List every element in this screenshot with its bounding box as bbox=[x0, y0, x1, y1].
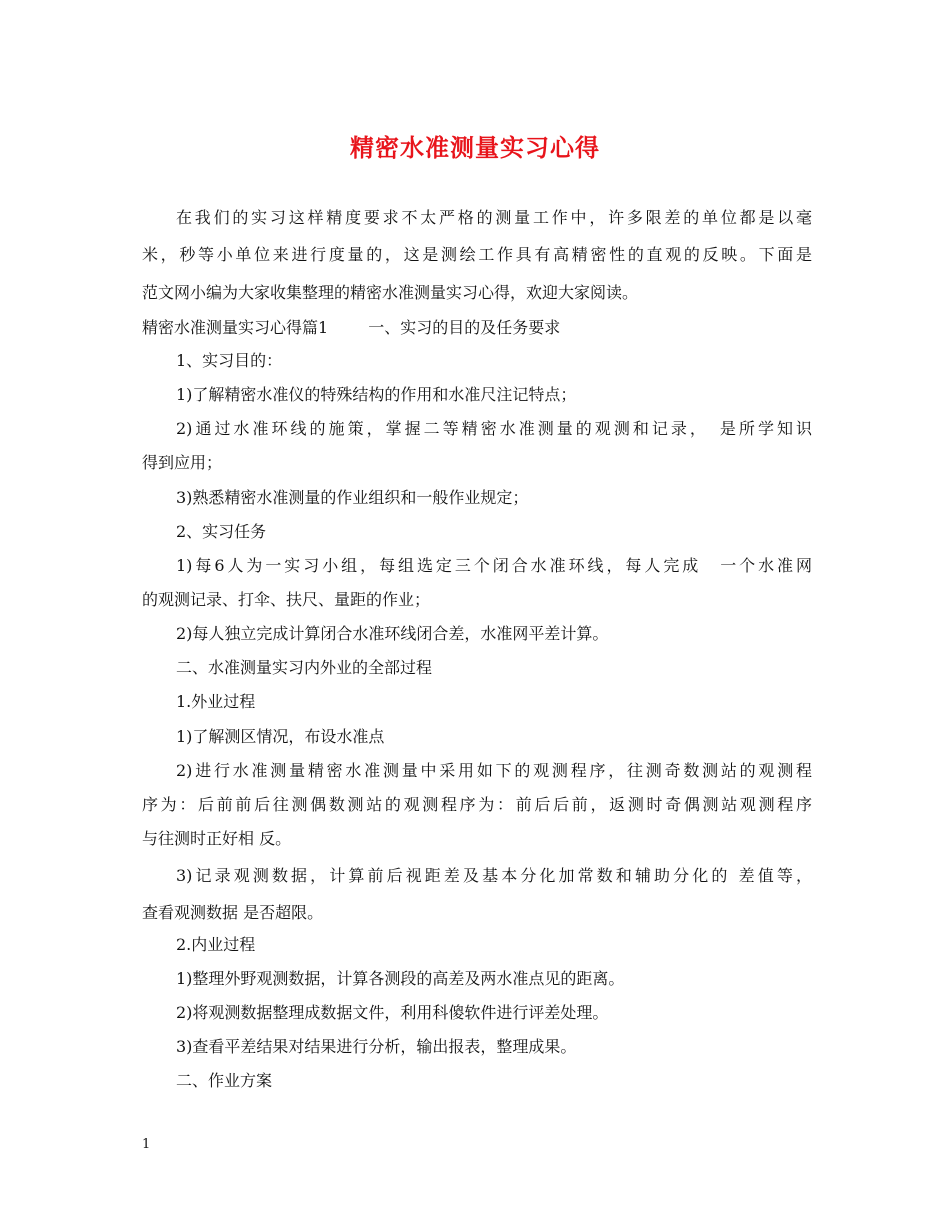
body-line: 二、水准测量实习内外业的全部过程 bbox=[176, 658, 433, 677]
body-line: 1)了解精密水准仪的特殊结构的作用和水准尺注记特点； bbox=[176, 385, 577, 404]
intro-line: 范文网小编为大家收集整理的精密水准测量实习心得，欢迎大家阅读。 bbox=[142, 283, 639, 302]
body-line: 的观测记录、打伞、扶尺、量距的作业； bbox=[142, 590, 431, 609]
body-line: 1、实习目的： bbox=[176, 351, 283, 370]
body-line: 序为：后前前后往测偶数测站的观测程序为：前后后前，返测时奇偶测站观测程序 bbox=[142, 795, 812, 814]
document-title: 精密水准测量实习心得 bbox=[350, 133, 600, 162]
body-line: 2、实习任务 bbox=[176, 522, 267, 541]
intro-line: 米，秒等小单位来进行度量的，这是测绘工作具有高精密性的直观的反映。下面是 bbox=[142, 245, 812, 264]
body-line: 1.外业过程 bbox=[176, 692, 256, 711]
body-line: 2)每人独立完成计算闭合水准环线闭合差，水准网平差计算。 bbox=[176, 624, 609, 643]
chapter-title: 精密水准测量实习心得篇1 bbox=[142, 318, 329, 337]
body-line: 3)记录观测数据，计算前后视距差及基本分化加常数和辅助分化的 差值等， bbox=[176, 866, 812, 885]
body-line: 1)每6人为一实习小组，每组选定三个闭合水准环线，每人完成 一个水准网 bbox=[176, 556, 812, 575]
body-line: 与往测时正好相 反。 bbox=[142, 829, 292, 848]
body-line: 二、作业方案 bbox=[176, 1071, 273, 1090]
intro-line: 在我们的实习这样精度要求不太严格的测量工作中，许多限差的单位都是以毫 bbox=[176, 208, 812, 227]
page-number: 1 bbox=[142, 1137, 151, 1152]
body-line: 2)进行水准测量精密水准测量中采用如下的观测程序，往测奇数测站的观测程 bbox=[176, 761, 812, 780]
body-line: 3)查看平差结果对结果进行分析，输出报表，整理成果。 bbox=[176, 1037, 577, 1056]
chapter-line bbox=[142, 316, 812, 340]
body-line: 2)通过水准环线的施策，掌握二等精密水准测量的观测和记录， 是所学知识 bbox=[176, 419, 812, 438]
body-line: 3)熟悉精密水准测量的作业组织和一般作业规定； bbox=[176, 488, 529, 507]
section-heading: 一、实习的目的及任务要求 bbox=[368, 318, 561, 337]
body-line: 得到应用； bbox=[142, 453, 223, 472]
body-line: 2)将观测数据整理成数据文件，利用科傻软件进行评差处理。 bbox=[176, 1003, 609, 1022]
body-line: 查看观测数据 是否超限。 bbox=[142, 903, 324, 922]
body-line: 2.内业过程 bbox=[176, 935, 256, 954]
body-line: 1)了解测区情况，布设水准点 bbox=[176, 727, 385, 746]
body-line: 1)整理外野观测数据，计算各测段的高差及两水准点见的距离。 bbox=[176, 969, 625, 988]
